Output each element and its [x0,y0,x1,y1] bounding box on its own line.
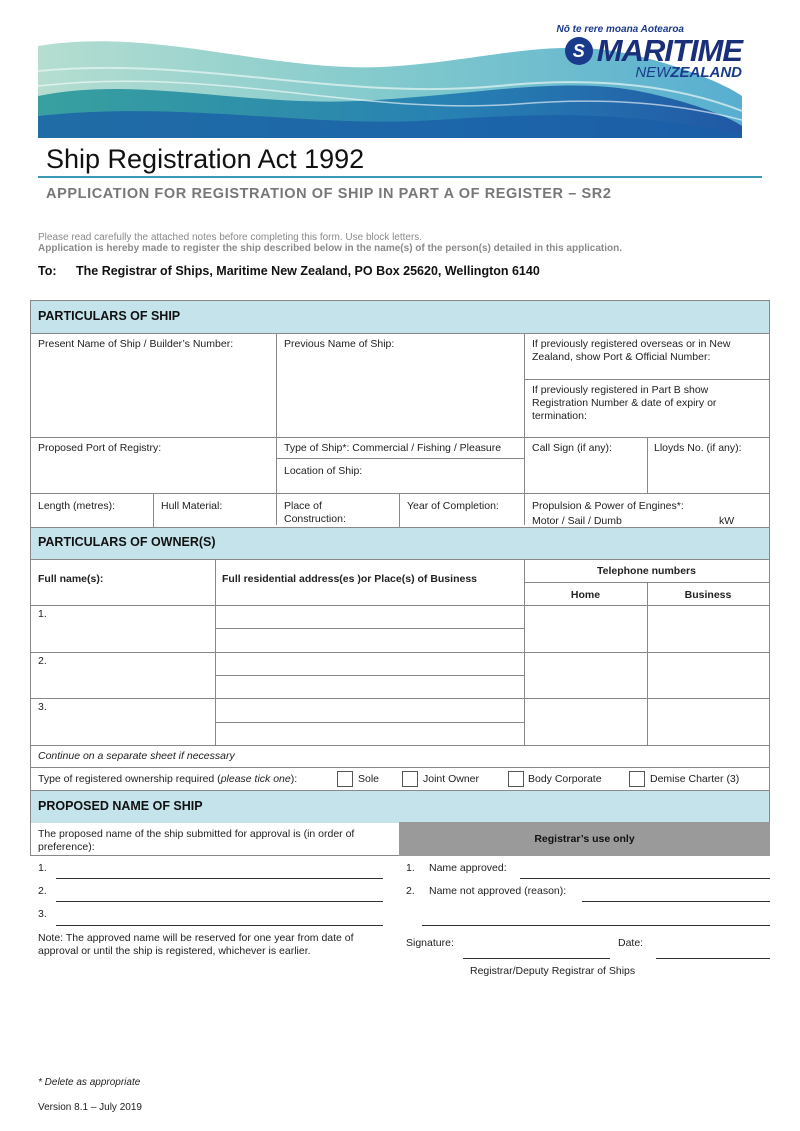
owner-row-3-number: 3. [38,701,47,713]
ownership-type-prefix: Type of registered ownership required ( [38,773,221,785]
ownership-type-label [38,773,338,786]
proposed-name-2-line[interactable] [56,901,383,902]
koru-logo-icon: S [565,37,593,65]
not-approved-reason-line-2[interactable] [422,925,770,926]
proposed-name-1-number: 1. [38,862,47,874]
present-name-field[interactable]: Present Name of Ship / Builder’s Number: [38,338,234,350]
version-footer: Version 8.1 – July 2019 [38,1102,142,1113]
page-title: Ship Registration Act 1992 [46,144,365,174]
business-phone-header: Business [684,589,732,601]
option-sole-label: Sole [358,773,380,785]
ownership-type-suffix: ): [290,773,298,785]
proposed-intro-border [30,855,399,856]
lloyds-number-field[interactable]: Lloyds No. (if any): [654,442,742,454]
registrar-caption: Registrar/Deputy Registrar of Ships [470,965,636,977]
name-not-approved-label: Name not approved (reason): [429,885,567,897]
reservation-note: Note: The approved name will be reserved for one year from date of approval or until the ship is registered, whichever is earlier. [38,932,354,957]
instructions-note: Please read carefully the attached notes before completing this form. Use block letters. [38,232,423,243]
proposed-name-intro: The proposed name of the ship submitted for approval is (in order of preference): [38,828,355,853]
overseas-registration-field[interactable]: If previously registered overseas or in New Zealand, show Port & Official Number: [532,338,731,363]
brand-logo-block [557,24,742,81]
form-subtitle: APPLICATION FOR REGISTRATION OF SHIP IN PART A OF REGISTER – SR2 [46,186,612,202]
type-of-ship-field[interactable]: Type of Ship*: Commercial / Fishing / Pleasure [284,442,502,454]
owner-row-2-number: 2. [38,655,47,667]
proposed-name-3-number: 3. [38,908,47,920]
year-of-completion-field[interactable]: Year of Completion: [407,500,499,512]
checkbox-sole[interactable] [337,771,353,787]
previous-name-field[interactable]: Previous Name of Ship: [284,338,395,350]
telephone-header: Telephone numbers [597,565,696,577]
proposed-name-1-line[interactable] [56,878,383,879]
place-of-construction-field[interactable]: Place of Construction: [284,500,346,525]
port-of-registry-field[interactable]: Proposed Port of Registry: [38,442,162,454]
date-line[interactable] [656,958,770,959]
propulsion-options: Motor / Sail / Dumb [532,515,622,527]
propulsion-field[interactable]: Propulsion & Power of Engines*: [532,500,684,512]
signature-line[interactable] [463,958,610,959]
not-approved-reason-line[interactable] [582,901,770,902]
proposed-name-2-number: 2. [38,885,47,897]
registrars-use-header: Registrar’s use only [399,822,770,856]
option-demise-charter-label: Demise Charter (3) [650,773,740,785]
option-joint-owner-label: Joint Owner [423,773,480,785]
full-names-header: Full name(s): [38,573,104,585]
checkbox-demise-charter[interactable] [629,771,645,787]
date-label: Date: [618,937,644,949]
checkbox-joint-owner[interactable] [402,771,418,787]
brand-sub-zealand: ZEALAND [670,64,742,81]
continue-note: Continue on a separate sheet if necessary [38,750,235,762]
kw-unit: kW [719,515,735,527]
ownership-type-italic: please tick one [220,773,291,785]
brand-sub-new: NEW [635,64,671,81]
call-sign-field[interactable]: Call Sign (if any): [532,442,612,454]
delete-footnote: * Delete as appropriate [38,1077,141,1088]
name-approved-label: Name approved: [429,862,507,874]
proposed-name-3-line[interactable] [56,925,383,926]
signature-label: Signature: [406,937,454,949]
proposed-left-border [30,822,31,856]
approved-number: 1. [406,862,415,874]
addressee: The Registrar of Ships, Maritime New Zealand, PO Box 25620, Wellington 6140 [76,264,540,278]
owner-row-1-number: 1. [38,608,47,620]
checkbox-body-corporate[interactable] [508,771,524,787]
addressee-line [38,264,540,278]
brand-subname [557,64,742,81]
length-field[interactable]: Length (metres): [38,500,116,512]
section-particulars-of-ship: PARTICULARS OF SHIP [31,301,769,333]
section-proposed-name: PROPOSED NAME OF SHIP [31,791,769,823]
application-statement: Application is hereby made to register the ship described below in the name(s) of the person(s) detailed in this application. [38,243,622,254]
home-phone-header: Home [570,589,601,601]
title-divider [38,176,762,178]
name-approved-line[interactable] [520,878,770,879]
section-particulars-of-owners: PARTICULARS OF OWNER(S) [31,527,769,559]
address-header: Full residential address(es )or Place(s) of Business [222,573,477,585]
part-b-registration-field[interactable]: If previously registered in Part B show Registration Number & date of expiry or termination: [532,384,717,422]
location-of-ship-field[interactable]: Location of Ship: [284,465,363,477]
application-form [30,300,770,822]
hull-material-field[interactable]: Hull Material: [161,500,223,512]
option-body-corporate-label: Body Corporate [528,773,602,785]
brand-name: MARITIME [596,33,742,68]
brand-tagline: Nō te rere moana Aotearoa [556,24,684,35]
not-approved-number: 2. [406,885,415,897]
to-label: To: [38,264,57,278]
